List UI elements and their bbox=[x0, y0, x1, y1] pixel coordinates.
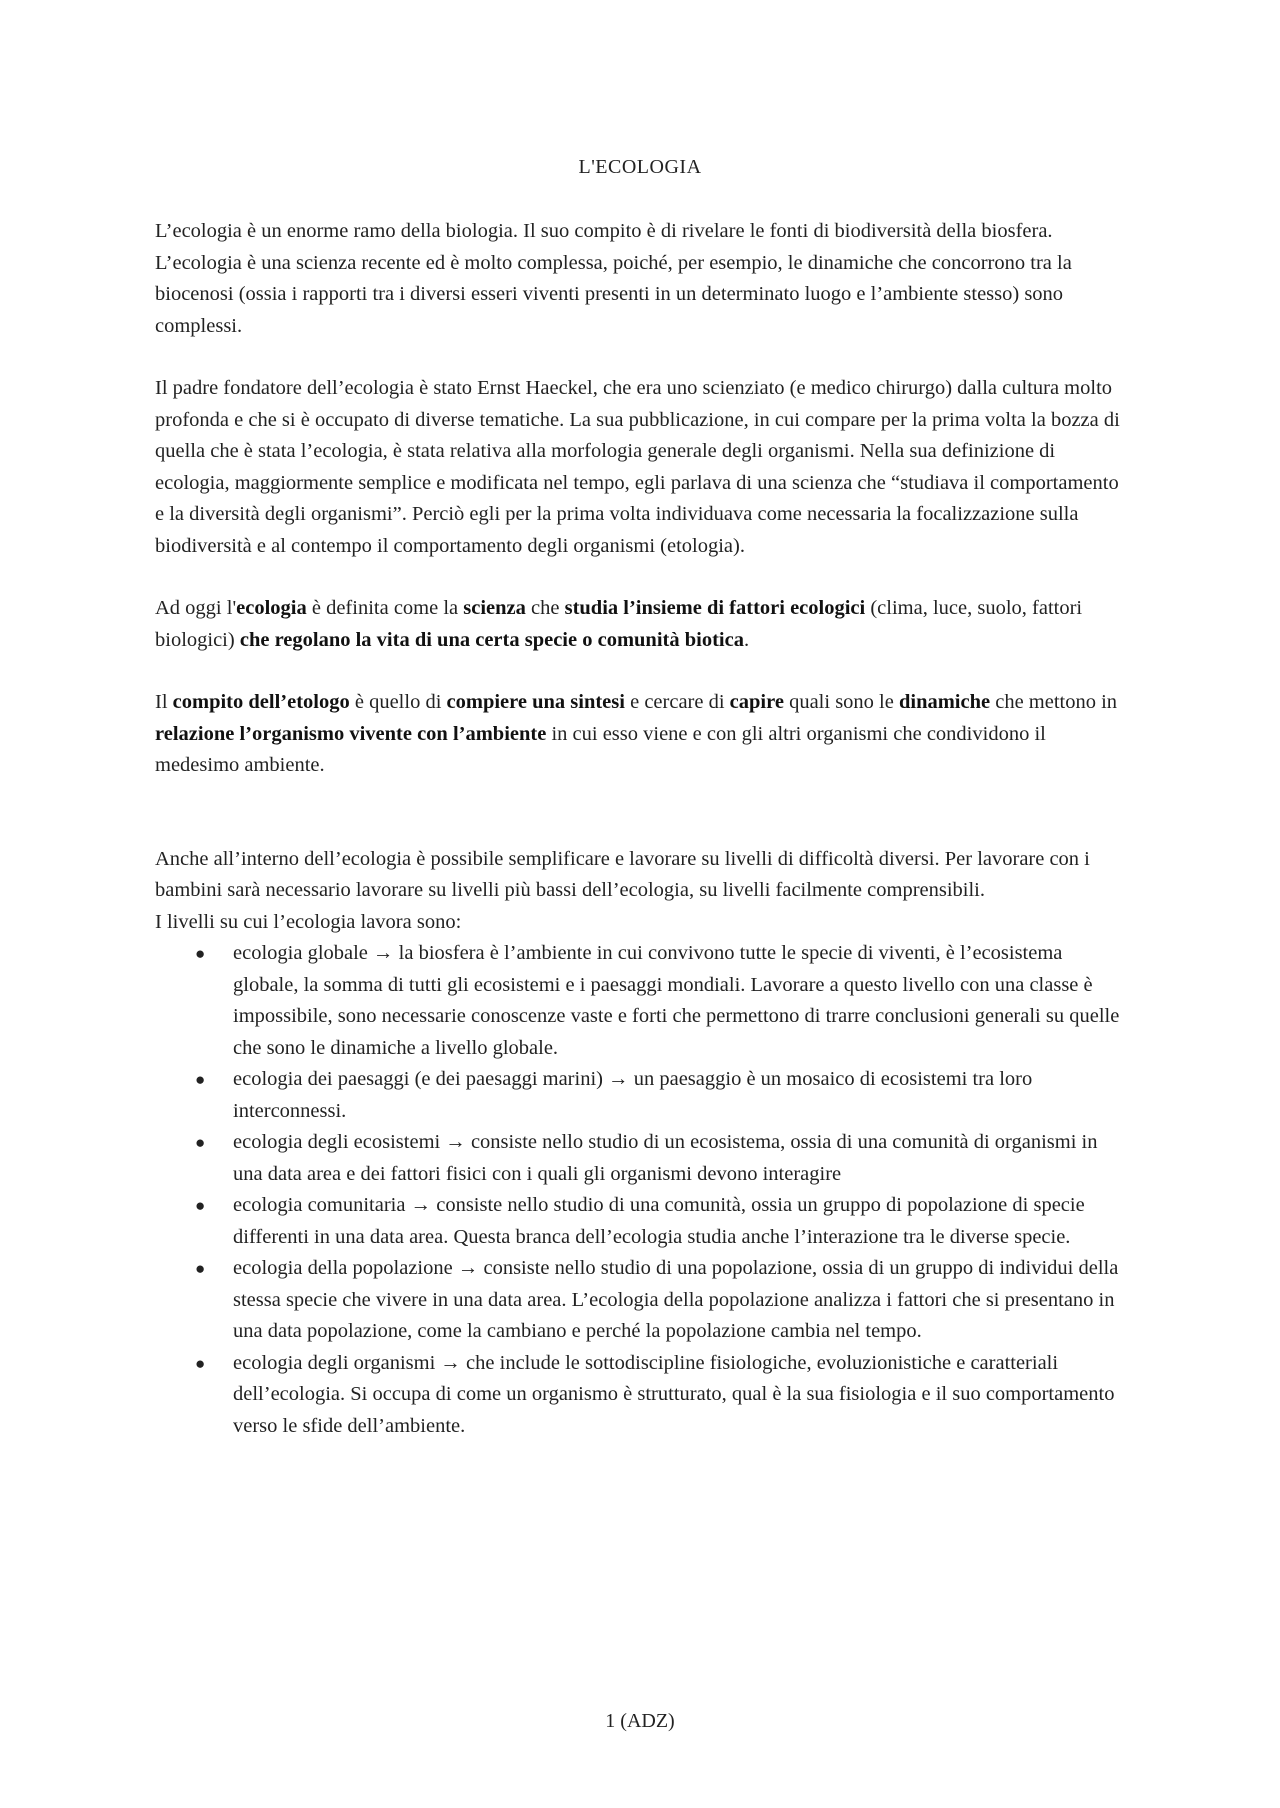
bullet-icon: ● bbox=[195, 1259, 206, 1278]
definition-bold-1: ecologia bbox=[236, 597, 307, 619]
list-item bbox=[155, 1348, 1130, 1443]
levels-heading: I livelli su cui l’ecologia lavora sono: bbox=[155, 910, 462, 933]
definition-paragraph bbox=[155, 593, 1130, 656]
list-item bbox=[155, 1064, 1130, 1127]
ethologist-text-1: Il bbox=[155, 691, 173, 713]
levels-list bbox=[155, 938, 1130, 1442]
list-item-text: ecologia comunitaria → consiste nello studio di una comunità, ossia un gruppo di popolazione di specie differenti in una data area. Questa branca dell’ecologia studia anche l’interazione tra le diverse specie. bbox=[233, 1194, 1085, 1248]
list-item bbox=[155, 938, 1130, 1064]
definition-bold-3: studia l’insieme di fattori ecologici bbox=[564, 597, 866, 619]
ethologist-text-3: e cercare di bbox=[624, 691, 730, 713]
list-item-text: ecologia degli organismi → che include le sottodiscipline fisiologiche, evoluzionistiche e caratteriali dell’ecologia. Si occupa di come un organismo è strutturato, qual è la sua fisiologia e il suo comportamento verso le sfide dell’ambiente. bbox=[233, 1351, 1115, 1437]
definition-text-2: è definita come la bbox=[306, 597, 464, 619]
intro-paragraph-1: L’ecologia è un enorme ramo della biologia. Il suo compito è di rivelare le fonti di biodiversità della biosfera. bbox=[155, 220, 1053, 242]
list-item bbox=[155, 1253, 1130, 1348]
ethologist-text-4: quali sono le bbox=[783, 691, 899, 713]
haeckel-paragraph: Il padre fondatore dell’ecologia è stato Ernst Haeckel, che era uno scienziato (e medico chirurgo) dalla cultura molto profonda e che si è occupato di diverse tematiche. La sua pubblicazione, in cui compare per la prima volta la bozza di quella che è stata l’ecologia, è stata relativa alla morfologia generale degli organismi. Nella sua definizione di ecologia, maggiormente semplice e modificata nel tempo, egli parlava di una scienza che “studiava il comportamento e la diversità degli organismi”. Perciò egli per la prima volta individuava come necessaria la focalizzazione sulla biodiversità e al contempo il comportamento degli organismi (etologia). bbox=[155, 377, 1120, 557]
list-item-text: ecologia dei paesaggi (e dei paesaggi marini) → un paesaggio è un mosaico di ecosistemi tra loro interconnessi. bbox=[233, 1068, 1033, 1122]
page-title: L'ECOLOGIA bbox=[578, 156, 702, 178]
list-item bbox=[155, 1127, 1130, 1190]
definition-text-4: (clima, luce, suolo, fattori biologici) bbox=[155, 597, 1083, 651]
ethologist-bold-2: compiere una sintesi bbox=[446, 691, 625, 713]
bullet-icon: ● bbox=[195, 1133, 206, 1152]
ethologist-bold-1: compito dell’etologo bbox=[172, 691, 350, 713]
bullet-icon: ● bbox=[195, 944, 206, 963]
definition-text-3: che bbox=[525, 597, 565, 619]
list-item-text: ecologia globale → la biosfera è l’ambiente in cui convivono tutte le specie di viventi, è l’ecosistema globale, la somma di tutti gli ecosistemi e i paesaggi mondiali. Lavorare a questo livello con una classe è impossibile, sono necessarie conoscenze vaste e forti che permettono di trarre conclusioni generali su quelle che sono le dinamiche a livello globale. bbox=[233, 942, 1120, 1059]
ethologist-text-5: che mettono in bbox=[990, 691, 1118, 713]
bullet-icon: ● bbox=[195, 1070, 206, 1089]
bullet-icon: ● bbox=[195, 1353, 206, 1373]
list-item-text: ecologia degli ecosistemi → consiste nello studio di un ecosistema, ossia di una comunità di organismi in una data area e dei fattori fisici con i quali gli organismi devono interagire bbox=[233, 1131, 1098, 1185]
ethologist-text-2: è quello di bbox=[349, 691, 447, 713]
ethologist-bold-4: dinamiche bbox=[898, 691, 991, 713]
ethologist-text-6: in cui esso viene e con gli altri organismi che condividono il medesimo ambiente. bbox=[155, 722, 1046, 776]
definition-text-5: . bbox=[743, 628, 750, 651]
bullet-icon: ● bbox=[195, 1196, 206, 1215]
ethologist-bold-5: relazione l’organismo vivente con l’ambiente bbox=[155, 722, 547, 745]
ethologist-bold-3: capire bbox=[729, 691, 784, 713]
levels-intro-paragraph: Anche all’interno dell’ecologia è possibile semplificare e lavorare su livelli di difficoltà diversi. Per lavorare con i bambini sarà necessario lavorare su livelli più bassi dell’ecologia, su livelli facilmente comprensibili. bbox=[155, 847, 1090, 901]
intro-paragraph-2: L’ecologia è una scienza recente ed è molto complessa, poiché, per esempio, le dinamiche che concorrono tra la biocenosi (ossia i rapporti tra i diversi esseri viventi presenti in un determinato luogo e l’ambiente stesso) sono complessi. bbox=[155, 251, 1072, 337]
list-item-text: ecologia della popolazione → consiste nello studio di una popolazione, ossia di un gruppo di individui della stessa specie che vivere in una data area. L’ecologia della popolazione analizza i fattori che si presentano in una data popolazione, come la cambiano e perché la popolazione cambia nel tempo. bbox=[233, 1257, 1119, 1342]
definition-text-1: Ad oggi l' bbox=[155, 597, 237, 619]
ethologist-paragraph bbox=[155, 687, 1130, 782]
list-item bbox=[155, 1190, 1130, 1253]
definition-bold-4: che regolano la vita di una certa specie o comunità biotica bbox=[239, 628, 744, 651]
page-footer: 1 (ADZ) bbox=[605, 1710, 675, 1732]
document-body bbox=[155, 216, 1130, 1442]
definition-bold-2: scienza bbox=[463, 597, 526, 619]
